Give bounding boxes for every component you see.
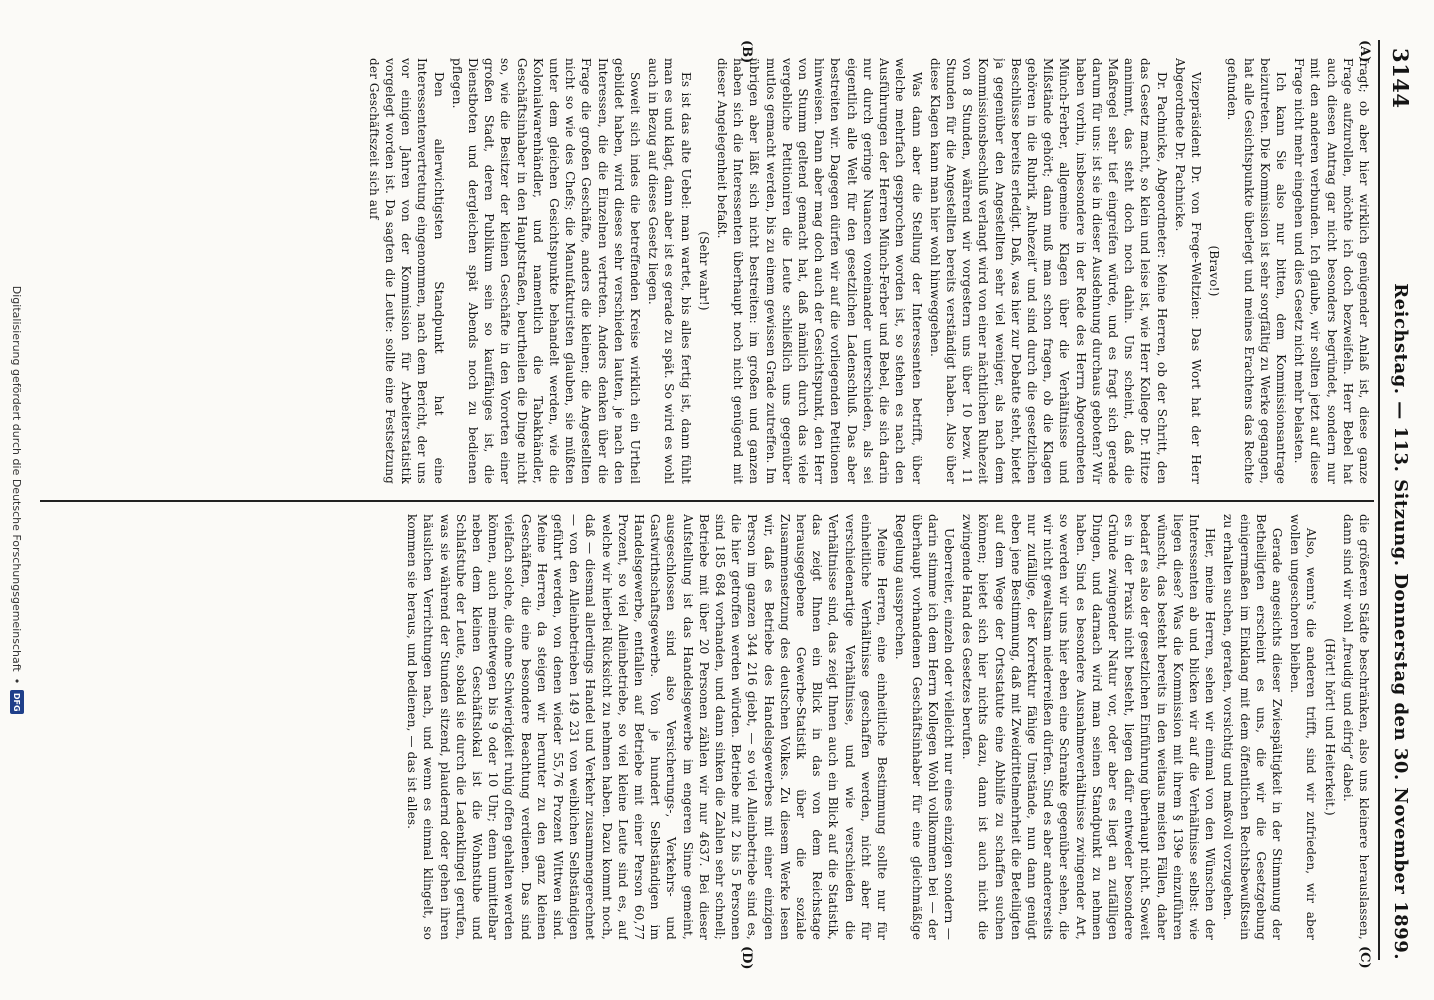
paragraph: Ich kann Sie also nur bitten, dem Kommissionsantrage beizutreten. Die Kommission ist sehr sorgfältig zu Werke gegangen, hat alle Gesichtspunkte überlegt und meines Erachtens das Rechte gefunden. <box>1225 58 1288 484</box>
interjection: (Sehr wahr!) <box>696 231 711 311</box>
right-column <box>50 514 1372 940</box>
paragraph: Soweit sich indes die betreffenden Kreise wirklich ein Urtheil gebildet haben, wird dieses sehr verschieden lauten, je nach den Interessen, die die Einzelnen vertreten. Anders denken über die Frage die großen Geschäfte, anders die kleinen; die Angestellten nicht so wie des Chefs; die Manufakturisten glauben, sie müßten unter dem gleichen Gesichtspunkte behandelt werden, wie die Kolonialwarenhändler, und namentlich die Tabakhändler, Geschäftsinhaber in den Hauptstraßen, beurtheilen die Dinge nicht so, wie die Besitzer der kleinen Geschäfte in den Vororten einer großen Stadt, deren Publikum sein so kauffähiges ist, die Dienstboten und dergleichen spät Abends noch zu bedienen pflegen. <box>449 58 643 484</box>
paragraph: Den allerwichtigsten Standpunkt hat eine Interessentenvertretung eingenommen, nach dem Bericht, der uns vor einigen Jahren von der Kommission für Arbeiterstatistik vorgelegt worden ist. Da sagten die Leute: sollte eine Festsetzung der Geschäftszeit sich auf <box>366 58 446 484</box>
paragraph: Meine Herren, eine einheitliche Bestimmung sollte nur für einheitliche Verhältnisse geschaffen werden, nicht aber für verschiedenartige Verhältnisse, und wie verschieden die Verhältnisse sind, das zeigt Ihnen auch ein Blick auf die Statistik, das zeigt Ihnen ein Blick in das von dem Reichstage herausgegebene Gewerbe-Statistik über die soziale Zusammensetzung des deutschen Volkes. Zu diesem Werke lesen wir, daß es Betriebe des Handelsgewerbes mit einer einzigen Person im ganzen 344 216 giebt, — so viel Alleinbetriebe sind es, die hier getroffen werden würden. Betriebe mit 2 bis 5 Personen sind 185 684 vorhanden, und dann sinken die Zahlen sehr schnell; Betriebe mit über 20 Personen zählen wir nur 4637. Bei dieser Aufstellung ist das Handelsgewerbe im engeren Sinne gemeint, ausgeschlossen sind also Versicherungs-, Verkehrs- und Gastwirthschaftsgewerbe. Von je hundert Selbständigen im Handelsgewerbe, entfallen auf Betriebe mit einer Person 60,77 Prozent, so viel Alleinbetriebe, so viel kleine Leute sind es, auf welche wir hierbei Rücksicht zu nehmen haben. Dazu kommt noch, daß — diesmal allerdings Handel und Verkehr zusammengerechnet — von den Alleinbetrieben 149 231 von weiblichen Selbständigen geführt werden, von denen wieder 55,76 Prozent Wittwen sind. Meine Herren, da steigen wir herunter zu den ganz kleinen Geschäften, die eine besondere Beachtung verdienen. Das sind vielfach solche, die ohne Schwierigkeit ruhig offen gehalten werden können, auch meinetwegen bis 9 oder 10 Uhr; denn unmittelbar neben dem kleinen Geschäftslokal ist die Wohnstube und Schlafstube der Leute, sobald sie durch die Ladenklingel gerufen, was sie während der Stunden sitzend, plaudernd oder gehen ihren häuslichen Verrichtungen nach, und wenn es einmal klingelt, so kommen sie heraus, und bedienen, — das ist alles. <box>405 514 890 940</box>
margin-marker-c: (C) <box>1357 946 1372 969</box>
column-rule <box>40 500 1374 502</box>
credit-separator: • <box>10 677 24 685</box>
margin-marker-a: (A) <box>1357 40 1372 63</box>
paragraph: fragt; ob aber hier wirklich genügender Anlaß ist, diese ganze Frage aufzurollen, möchte ich doch bezweifeln. Herr Bebel hat auch diesen Antrag gar nicht besonders begründet, sondern nur mit den anderen verbunden. Ich glaube, wir sollten jetzt auf diese Frage nicht mehr eingehen und dies Gesetz nicht mehr belasten. <box>1292 58 1371 484</box>
margin-marker-b: (B) <box>739 40 754 64</box>
paragraph: Also, wenn's die anderen trifft, sind wir zufrieden, wir aber wollen ungeschoren bleiben. <box>1288 514 1319 940</box>
paragraph: Es ist das alte Uebel: man wartet, bis alles fertig ist, dann fühlt man es und klagt, dann aber ist es gerade zu spät. So wird es wohl auch in Bezug auf dieses Gesetz liegen. <box>646 58 693 484</box>
interjection: (Hört! hört! und Heiterkeit.) <box>1322 638 1337 816</box>
page-title: Reichstag. — 113. Sitzung. Donnerstag den 30. November 1899. <box>1390 283 1412 960</box>
page-number: 3144 <box>1388 48 1414 109</box>
paragraph: Dr. Pachnicke, Abgeordneter: Meine Herren, ob der Schritt, den das Gesetz macht, so klein und leise ist, wie Herr Kollege Dr. Hitze annimmt, das steht doch noch dahin. Uns scheint, daß die Maßregel sehr tief eingreifen würde, und es fragt sich gerade darum für uns: ist sie in dieser Ausdehnung durchaus geboten? Wir haben vorhin, insbesondere in der Rede des Herrn Abgeordneten Münch-Ferber, allgemeine Klagen über die Verhältnisse und Mißstände gehört; dann muß man schon fragen, ob die Klagen gehören in die Rubrik „Ruhezeit“ und sind durch die gesetzlichen Beschlüsse bereits erledigt. Daß, was hier zur Debatte steht, bietet ja gegenüber den Angestellten sehr viel weniger, als nach dem Kommissionsbeschluß verlangt wird von einer nächtlichen Ruhezeit von 8 Stunden, während wir vorgestern uns über 10 bezw. 11 Stunden für die Angestellten bereits verständigt haben. Also über diese Klagen kann man hier wohl hinweggehen. <box>927 58 1169 484</box>
paragraph: Was dann aber die Stellung der Interessenten betrifft, über welche mehrfach gesprochen worden ist, so stehen es nach den Ausführungen der Herren Münch-Ferber und Bebel, die sich darin nur durch geringe Nuancen voneinander unterschieden, als sei eigentlich alle Welt für den gesetzlichen Ladenschluß. Das aber bestreiten wir. Dagegen dürfen wir auf die vorliegenden Petitionen hinweisen. Dann aber mag doch auch der Gesichtspunkt, den Herr von Stumm geltend gemacht hat, daß nämlich durch das viele vergebliche Petitioniren die Leute schließlich uns gegenüber mutlos gemacht werden, bis zu einem gewissen Grade zutreffen. Im übrigen aber läßt sich nicht bestreiten: im großen und ganzen haben sich die Interessenten überhaupt noch nicht genügend mit dieser Angelegenheit befaßt. <box>715 58 924 484</box>
header-rule <box>1378 40 1380 960</box>
digitization-credit <box>6 0 28 1000</box>
left-column <box>50 58 1372 484</box>
paragraph: Gerade angesichts dieser Zwiespältigkeit in der Stimmung der Betheiligten erscheint es uns, die wir die Gesetzgebung einigermaßen im Einklang mit dem öffentlichen Rechtsbewußtsein zu erhalten suchen, geraten, vorsichtig und maßvoll vorzugehen. <box>1221 514 1284 940</box>
paragraph: Ueberreiter, einzeln oder vielleicht nur eines einzigen sondern — darin stimme ich dem Herrn Kollegen Wohl vollkommen bei — der überhaupt vorhandenen Geschäftsinhaber für eine gleichmäßige Regelung aussprechen. <box>893 514 956 940</box>
paragraph: Vizepräsident Dr. von Frege-Weltzien: Das Wort hat der Herr Abgeordnete Dr. Pachnicke. <box>1172 58 1203 484</box>
interjection: (Bravo!) <box>1207 245 1222 297</box>
dfg-logo-icon: DFG <box>10 690 24 714</box>
page-header <box>1384 48 1418 960</box>
margin-marker-d: (D) <box>739 946 754 970</box>
credit-text: Digitalisierung gefördert durch die Deutsche Forschungsgemeinschaft <box>10 285 24 672</box>
paragraph: die größeren Städte beschränken, also uns kleinere herauslassen, dann sind wir wohl „freudig und eifrig“ dabei. <box>1340 514 1371 940</box>
paragraph: Hier, meine Herren, sehen wir einmal von den Wünschen der Interessenten ab und blicken wir auf die Verhältnisse selbst: wie liegen diese? Was die Kommission mit ihrem § 139e einzuführen wünscht, das besteht bereits in den weitaus meisten Fällen, daher bedarf es also der gesetzlichen Einführung überhaupt nicht. Soweit es in der Praxis nicht besteht, liegen dafür entweder besondere Gründe zwingender Natur vor, oder aber es liegt an zufälligen Dingen, und darnach wird man seinen Standpunkt zu nehmen haben. Sind es besondere Ausnahmeverhältnisse zwingender Art, so werden wir uns hier eben eine Schranke gegenüber sehen, die wir nicht gewaltsam niederreißen dürfen. Sind es aber andererseits nur zufällige, der Korrektur fähige Umstände, nun dann genügt eben jene Bestimmung, daß mit Zweidrittelmehrheit die Beteiligten auf dem Wege der Ortsstatute eine Abhilfe zu schaffen suchen können; bietet sich hier nichts dazu, dann ist auch nicht die zwingende Hand des Gesetzes berufen. <box>960 514 1218 940</box>
